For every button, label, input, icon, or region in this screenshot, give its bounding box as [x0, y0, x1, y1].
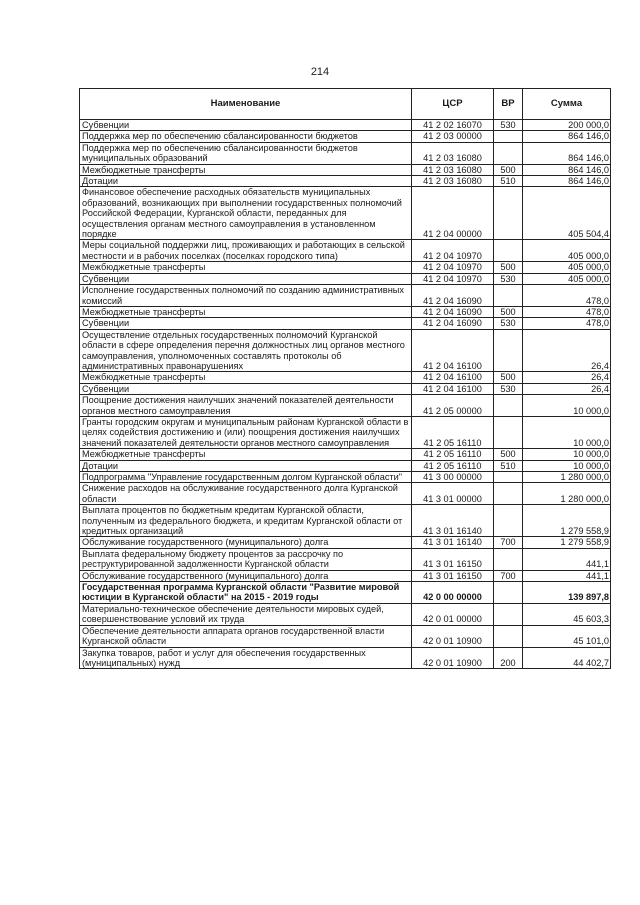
- cell-name: Поддержка мер по обеспечению сбалансированности бюджетов: [80, 131, 412, 142]
- cell-sum: 10 000,0: [523, 449, 611, 460]
- table-row: [80, 142, 611, 164]
- cell-vr: 510: [494, 176, 523, 187]
- cell-csr: 41 3 01 16150: [412, 548, 494, 570]
- cell-name: Субвенции: [80, 383, 412, 394]
- cell-name: Подпрограмма "Управление государственным долгом Курганской области": [80, 472, 412, 483]
- table-row: [80, 548, 611, 570]
- table-row: [80, 131, 611, 142]
- cell-csr: 41 2 05 16110: [412, 460, 494, 471]
- cell-name: Снижение расходов на обслуживание государственного долга Курганской области: [80, 483, 412, 505]
- table-body: [80, 120, 611, 669]
- cell-name: Обслуживание государственного (муниципального) долга: [80, 570, 412, 581]
- table-row: [80, 318, 611, 329]
- cell-sum: 1 280 000,0: [523, 472, 611, 483]
- cell-vr: [494, 395, 523, 417]
- cell-csr: 41 2 04 16100: [412, 383, 494, 394]
- cell-vr: 500: [494, 306, 523, 317]
- cell-vr: 530: [494, 120, 523, 131]
- table-row: [80, 329, 611, 372]
- cell-sum: 139 897,8: [523, 582, 611, 604]
- cell-sum: 45 101,0: [523, 625, 611, 647]
- cell-csr: 41 2 05 00000: [412, 395, 494, 417]
- cell-csr: 41 3 01 16150: [412, 570, 494, 581]
- cell-vr: [494, 285, 523, 307]
- table-row: [80, 285, 611, 307]
- cell-name: Обеспечение деятельности аппарата органов государственной власти Курганской области: [80, 625, 412, 647]
- cell-sum: 10 000,0: [523, 416, 611, 448]
- page-number: 214: [310, 66, 330, 78]
- cell-vr: 500: [494, 372, 523, 383]
- cell-name: Межбюджетные трансферты: [80, 372, 412, 383]
- cell-sum: 44 402,7: [523, 647, 611, 669]
- cell-vr: 510: [494, 460, 523, 471]
- table-row: [80, 383, 611, 394]
- cell-vr: 500: [494, 262, 523, 273]
- table-row: [80, 306, 611, 317]
- table-row: [80, 472, 611, 483]
- cell-vr: [494, 548, 523, 570]
- cell-sum: 1 279 558,9: [523, 537, 611, 548]
- cell-vr: [494, 625, 523, 647]
- cell-sum: 405 000,0: [523, 262, 611, 273]
- cell-vr: 700: [494, 537, 523, 548]
- cell-sum: 864 146,0: [523, 142, 611, 164]
- cell-vr: 530: [494, 383, 523, 394]
- cell-sum: 405 504,4: [523, 187, 611, 240]
- cell-vr: 500: [494, 164, 523, 175]
- header-vr: ВР: [494, 89, 523, 120]
- cell-sum: 405 000,0: [523, 240, 611, 262]
- header-name: Наименование: [80, 89, 412, 120]
- table-row: [80, 395, 611, 417]
- cell-name: Гранты городским округам и муниципальным районам Курганской области в целях содействия достижению и (или) поощрения достижения наилучших значений показателей деятельности органов местного самоуправления: [80, 416, 412, 448]
- cell-csr: 41 2 03 16080: [412, 164, 494, 175]
- cell-vr: [494, 483, 523, 505]
- cell-sum: 1 279 558,9: [523, 505, 611, 537]
- table-row: [80, 120, 611, 131]
- cell-csr: 41 2 04 16090: [412, 318, 494, 329]
- cell-name: Субвенции: [80, 318, 412, 329]
- cell-vr: [494, 329, 523, 372]
- table-row: [80, 570, 611, 581]
- header-csr: ЦСР: [412, 89, 494, 120]
- cell-csr: 41 2 04 16100: [412, 372, 494, 383]
- cell-vr: [494, 603, 523, 625]
- cell-csr: 41 2 05 16110: [412, 449, 494, 460]
- cell-name: Поощрение достижения наилучших значений показателей деятельности органов местного самоуправления: [80, 395, 412, 417]
- cell-csr: 41 2 04 10970: [412, 240, 494, 262]
- cell-csr: 41 2 04 16100: [412, 329, 494, 372]
- table-row: [80, 164, 611, 175]
- cell-sum: 405 000,0: [523, 273, 611, 284]
- table-row: [80, 416, 611, 448]
- cell-name: Субвенции: [80, 120, 412, 131]
- cell-csr: 41 2 04 16090: [412, 306, 494, 317]
- table-row: [80, 483, 611, 505]
- cell-name: Обслуживание государственного (муниципального) долга: [80, 537, 412, 548]
- cell-csr: 41 3 01 16140: [412, 505, 494, 537]
- cell-vr: [494, 505, 523, 537]
- cell-csr: 41 2 05 16110: [412, 416, 494, 448]
- cell-csr: 41 2 03 00000: [412, 131, 494, 142]
- cell-csr: 41 3 01 00000: [412, 483, 494, 505]
- table-row: [80, 449, 611, 460]
- cell-name: Дотации: [80, 460, 412, 471]
- cell-csr: 42 0 00 00000: [412, 582, 494, 604]
- table-row: [80, 273, 611, 284]
- cell-sum: 10 000,0: [523, 460, 611, 471]
- cell-csr: 42 0 01 10900: [412, 647, 494, 669]
- cell-vr: [494, 472, 523, 483]
- table-header-row: [80, 89, 611, 120]
- table-row: [80, 187, 611, 240]
- cell-sum: 478,0: [523, 318, 611, 329]
- cell-sum: 26,4: [523, 329, 611, 372]
- cell-sum: 441,1: [523, 570, 611, 581]
- cell-csr: 41 2 02 16070: [412, 120, 494, 131]
- table-row: [80, 460, 611, 471]
- cell-sum: 864 146,0: [523, 164, 611, 175]
- cell-name: Материально-техническое обеспечение деятельности мировых судей, совершенствование условий их труда: [80, 603, 412, 625]
- cell-name: Межбюджетные трансферты: [80, 262, 412, 273]
- cell-vr: 530: [494, 318, 523, 329]
- cell-vr: [494, 416, 523, 448]
- table-row: [80, 647, 611, 669]
- table-row: [80, 625, 611, 647]
- cell-sum: 864 146,0: [523, 131, 611, 142]
- cell-name: Выплата процентов по бюджетным кредитам Курганской области, полученным из федерального бюджета, и кредитам Курганской области от кредитных организаций: [80, 505, 412, 537]
- cell-name: Межбюджетные трансферты: [80, 164, 412, 175]
- cell-csr: 41 3 01 16140: [412, 537, 494, 548]
- cell-sum: 864 146,0: [523, 176, 611, 187]
- cell-sum: 45 603,3: [523, 603, 611, 625]
- cell-name: Поддержка мер по обеспечению сбалансированности бюджетов муниципальных образований: [80, 142, 412, 164]
- cell-vr: 200: [494, 647, 523, 669]
- cell-vr: [494, 142, 523, 164]
- cell-name: Межбюджетные трансферты: [80, 449, 412, 460]
- cell-sum: 441,1: [523, 548, 611, 570]
- cell-vr: [494, 240, 523, 262]
- table-row: [80, 603, 611, 625]
- cell-name: Осуществление отдельных государственных полномочий Курганской области в сфере определения перечня должностных лиц органов местного самоуправления, уполномоченных составлять протоколы об административных правонарушениях: [80, 329, 412, 372]
- table-row: [80, 262, 611, 273]
- cell-sum: 10 000,0: [523, 395, 611, 417]
- table-row: [80, 582, 611, 604]
- table-row: [80, 240, 611, 262]
- cell-csr: 41 2 03 16080: [412, 142, 494, 164]
- table-row: [80, 537, 611, 548]
- cell-vr: [494, 131, 523, 142]
- cell-name: Дотации: [80, 176, 412, 187]
- cell-name: Выплата федеральному бюджету процентов за рассрочку по реструктурированной задолженности Курганской области: [80, 548, 412, 570]
- cell-name: Государственная программа Курганской области "Развитие мировой юстиции в Курганской области" на 2015 - 2019 годы: [80, 582, 412, 604]
- cell-vr: [494, 582, 523, 604]
- cell-csr: 42 0 01 00000: [412, 603, 494, 625]
- cell-csr: 41 2 04 10970: [412, 262, 494, 273]
- cell-vr: 530: [494, 273, 523, 284]
- cell-sum: 200 000,0: [523, 120, 611, 131]
- cell-vr: 700: [494, 570, 523, 581]
- cell-csr: 41 3 00 00000: [412, 472, 494, 483]
- cell-sum: 478,0: [523, 306, 611, 317]
- cell-sum: 1 280 000,0: [523, 483, 611, 505]
- cell-vr: 500: [494, 449, 523, 460]
- cell-csr: 41 2 04 10970: [412, 273, 494, 284]
- cell-csr: 41 2 03 16080: [412, 176, 494, 187]
- cell-name: Межбюджетные трансферты: [80, 306, 412, 317]
- table-row: [80, 176, 611, 187]
- cell-csr: 41 2 04 00000: [412, 187, 494, 240]
- cell-name: Субвенции: [80, 273, 412, 284]
- header-sum: Сумма: [523, 89, 611, 120]
- cell-name: Меры социальной поддержки лиц, проживающих и работающих в сельской местности и в рабочих поселках (поселках городского типа): [80, 240, 412, 262]
- cell-sum: 478,0: [523, 285, 611, 307]
- cell-csr: 41 2 04 16090: [412, 285, 494, 307]
- table-row: [80, 372, 611, 383]
- cell-csr: 42 0 01 10900: [412, 625, 494, 647]
- cell-name: Финансовое обеспечение расходных обязательств муниципальных образований, возникающих при выполнении государственных полномочий Российской Федерации, Курганской области, переданных для осуществления органам местного самоуправления в установленном порядке: [80, 187, 412, 240]
- table-row: [80, 505, 611, 537]
- cell-sum: 26,4: [523, 372, 611, 383]
- cell-sum: 26,4: [523, 383, 611, 394]
- cell-name: Закупка товаров, работ и услуг для обеспечения государственных (муниципальных) нужд: [80, 647, 412, 669]
- budget-table: [79, 88, 611, 669]
- cell-name: Исполнение государственных полномочий по созданию административных комиссий: [80, 285, 412, 307]
- cell-vr: [494, 187, 523, 240]
